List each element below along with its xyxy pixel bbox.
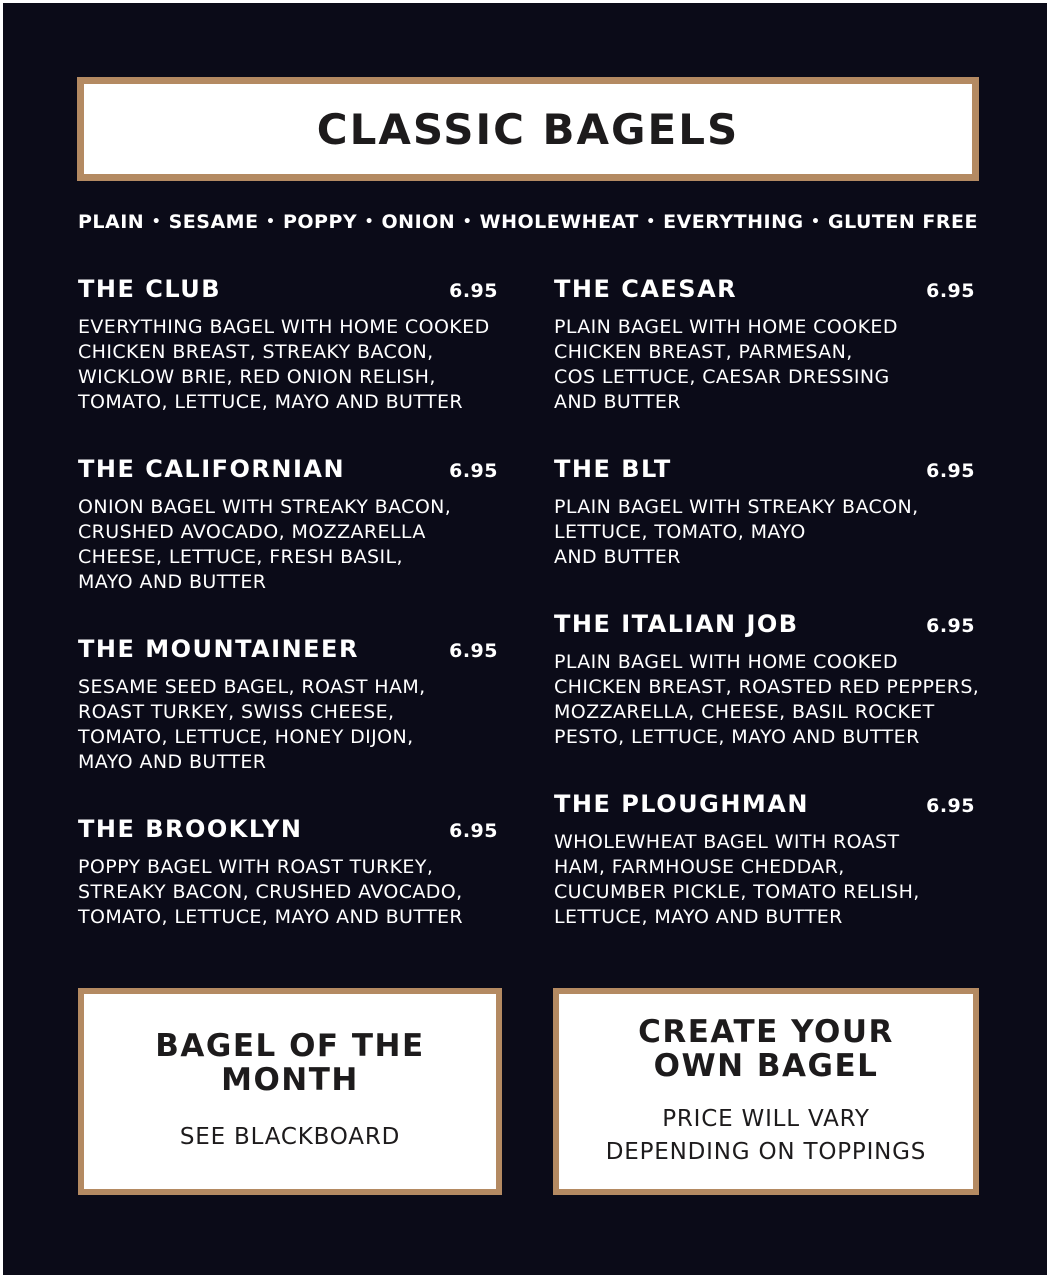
menu-item-caesar — [554, 275, 975, 415]
item-description — [554, 315, 975, 415]
item-description — [554, 830, 975, 930]
description-line: HAM, FARMHOUSE CHEDDAR, — [554, 856, 845, 878]
description-line: COS LETTUCE, CAESAR DRESSING — [554, 366, 890, 388]
item-description — [78, 315, 498, 415]
description-line: WHOLEWHEAT BAGEL WITH ROAST — [554, 831, 900, 853]
menu-board — [3, 3, 1047, 1275]
description-line: MAYO AND BUTTER — [78, 571, 267, 593]
description-line: LETTUCE, MAYO AND BUTTER — [554, 906, 843, 928]
promo-title — [638, 1015, 894, 1083]
item-name: THE ITALIAN JOB — [554, 610, 799, 638]
description-line: CHICKEN BREAST, PARMESAN, — [554, 341, 853, 363]
promo-title-line: OWN BAGEL — [653, 1047, 879, 1084]
promo-subtitle-line: SEE BLACKBOARD — [179, 1124, 401, 1150]
item-name: THE PLOUGHMAN — [554, 790, 809, 818]
bullet-separator: • — [364, 214, 375, 230]
menu-item-blt — [554, 455, 975, 570]
variety-item: GLUTEN FREE — [827, 211, 978, 233]
description-line: ONION BAGEL WITH STREAKY BACON, — [78, 496, 452, 518]
description-line: TOMATO, LETTUCE, HONEY DIJON, — [78, 726, 414, 748]
item-price: 6.95 — [926, 280, 975, 302]
bullet-separator: • — [151, 214, 162, 230]
bullet-separator: • — [266, 214, 276, 230]
description-line: MAYO AND BUTTER — [78, 751, 267, 773]
variety-item: SESAME — [168, 211, 259, 233]
title-banner — [77, 77, 979, 181]
item-description — [554, 650, 980, 750]
description-line: EVERYTHING BAGEL WITH HOME COOKED — [78, 316, 490, 338]
item-name: THE CALIFORNIAN — [78, 455, 346, 483]
variety-item: EVERYTHING — [663, 211, 804, 233]
item-description — [78, 855, 498, 930]
description-line: CHICKEN BREAST, ROASTED RED PEPPERS, — [554, 676, 980, 698]
menu-title: CLASSIC BAGELS — [316, 104, 740, 154]
description-line: SESAME SEED BAGEL, ROAST HAM, — [78, 676, 426, 698]
item-price: 6.95 — [449, 640, 498, 662]
menu-item-mountaineer — [78, 635, 498, 775]
description-line: POPPY BAGEL WITH ROAST TURKEY, — [78, 856, 434, 878]
item-price: 6.95 — [926, 615, 975, 637]
promo-subtitle — [606, 1103, 926, 1169]
description-line: PLAIN BAGEL WITH HOME COOKED — [554, 316, 898, 338]
description-line: CHICKEN BREAST, STREAKY BACON, — [78, 341, 434, 363]
description-line: TOMATO, LETTUCE, MAYO AND BUTTER — [78, 906, 464, 928]
promo-subtitle — [180, 1121, 400, 1154]
promo-subtitle-line: DEPENDING ON TOPPINGS — [605, 1138, 927, 1165]
description-line: AND BUTTER — [554, 546, 681, 568]
description-line: PLAIN BAGEL WITH STREAKY BACON, — [554, 496, 919, 518]
variety-item: PLAIN — [78, 211, 145, 233]
bagel-varieties — [78, 211, 978, 233]
item-description — [78, 495, 498, 595]
menu-item-italian-job — [554, 610, 980, 750]
bullet-separator: • — [462, 214, 473, 230]
promo-subtitle-line: PRICE WILL VARY — [662, 1105, 870, 1132]
promo-title — [155, 1029, 424, 1097]
item-price: 6.95 — [449, 820, 498, 842]
variety-item: POPPY — [282, 211, 358, 233]
description-line: MOZZARELLA, CHEESE, BASIL ROCKET — [554, 701, 935, 723]
promo-title-line: CREATE YOUR — [638, 1013, 894, 1050]
promo-title-line: BAGEL OF THE — [155, 1028, 425, 1064]
description-line: PLAIN BAGEL WITH HOME COOKED — [554, 651, 898, 673]
description-line: CUCUMBER PICKLE, TOMATO RELISH, — [554, 881, 920, 903]
variety-item: WHOLEWHEAT — [479, 211, 639, 233]
bullet-separator: • — [811, 214, 821, 230]
item-price: 6.95 — [449, 460, 498, 482]
item-name: THE MOUNTAINEER — [78, 635, 359, 663]
description-line: PESTO, LETTUCE, MAYO AND BUTTER — [554, 726, 920, 748]
menu-item-club — [78, 275, 498, 415]
description-line: LETTUCE, TOMATO, MAYO — [554, 521, 806, 543]
menu-item-ploughman — [554, 790, 975, 930]
item-price: 6.95 — [449, 280, 498, 302]
item-name: THE BROOKLYN — [78, 815, 303, 843]
menu-item-californian — [78, 455, 498, 595]
create-your-own-panel — [553, 988, 979, 1195]
item-name: THE BLT — [554, 455, 672, 483]
promo-title-line: MONTH — [221, 1062, 359, 1098]
description-line: CHEESE, LETTUCE, FRESH BASIL, — [78, 546, 403, 568]
description-line: CRUSHED AVOCADO, MOZZARELLA — [78, 521, 426, 543]
description-line: TOMATO, LETTUCE, MAYO AND BUTTER — [78, 391, 464, 413]
description-line: STREAKY BACON, CRUSHED AVOCADO, — [78, 881, 463, 903]
bullet-separator: • — [646, 214, 656, 230]
description-line: WICKLOW BRIE, RED ONION RELISH, — [78, 366, 436, 388]
bagel-of-the-month-panel — [78, 988, 502, 1195]
item-description — [78, 675, 498, 775]
item-description — [554, 495, 975, 570]
item-price: 6.95 — [926, 795, 975, 817]
variety-item: ONION — [381, 211, 456, 233]
description-line: ROAST TURKEY, SWISS CHEESE, — [78, 701, 395, 723]
menu-item-brooklyn — [78, 815, 498, 930]
description-line: AND BUTTER — [554, 391, 681, 413]
item-name: THE CLUB — [78, 275, 222, 303]
item-name: THE CAESAR — [554, 275, 738, 303]
item-price: 6.95 — [926, 460, 975, 482]
